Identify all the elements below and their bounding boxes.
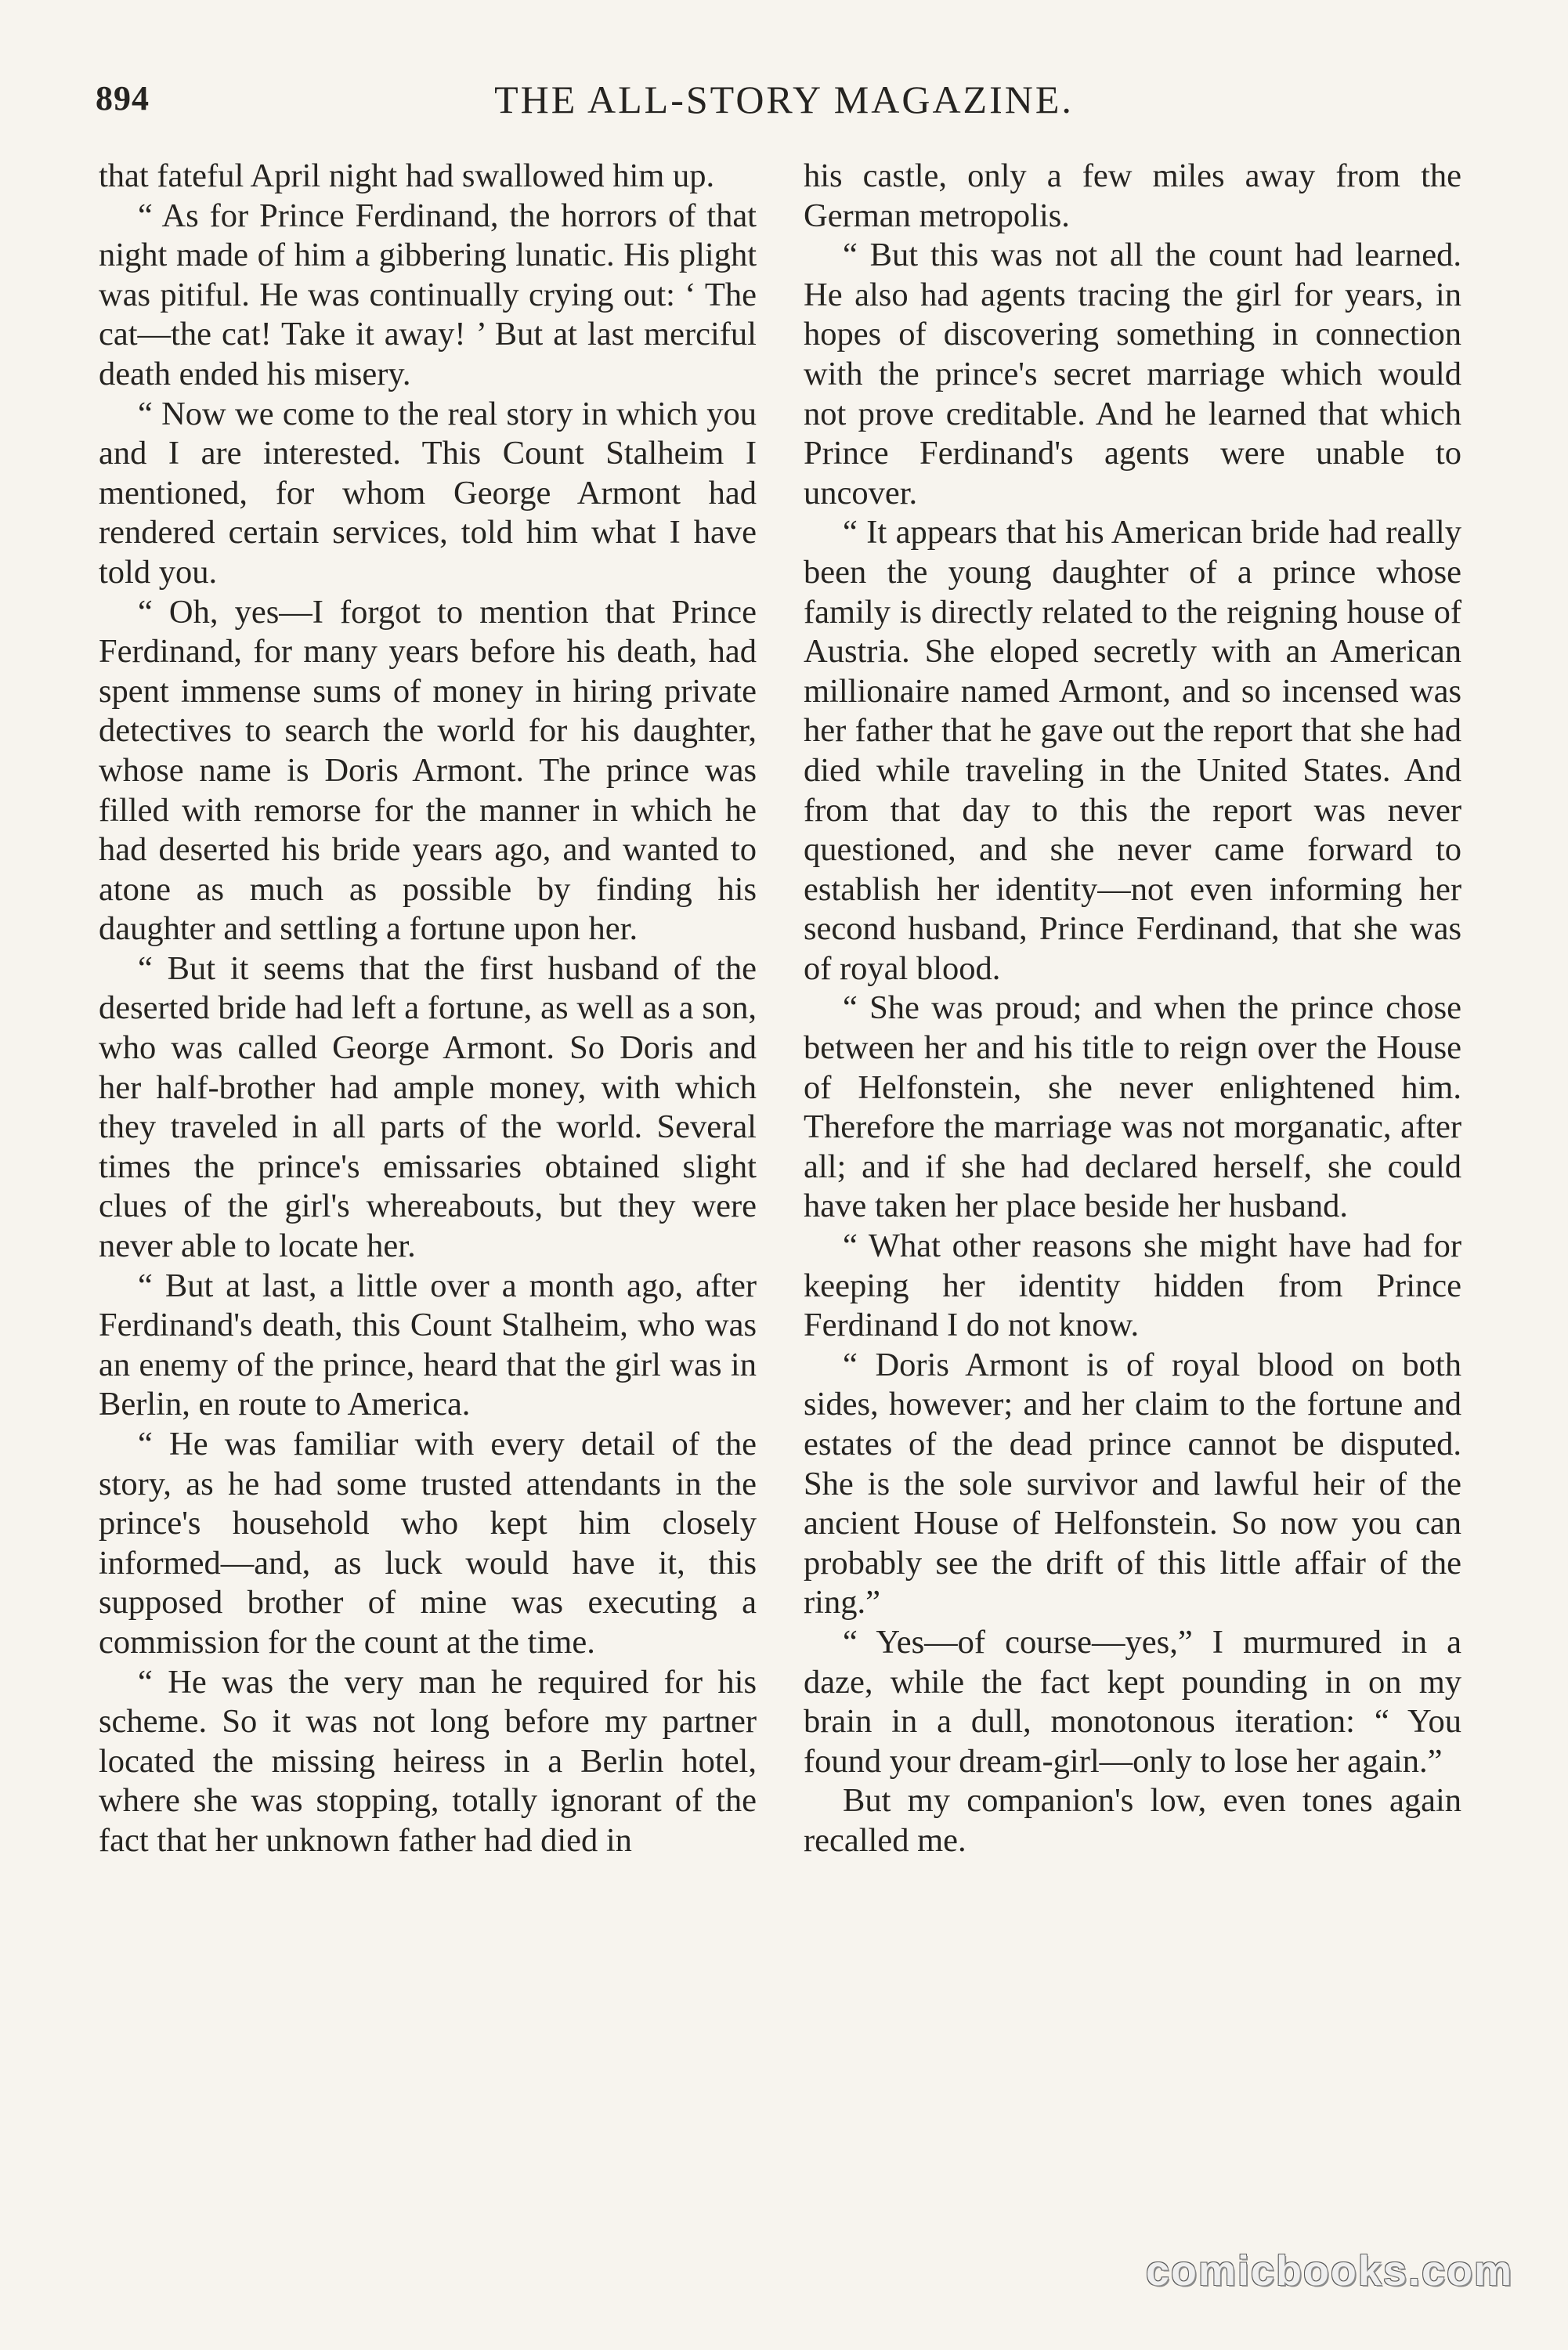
left-column xyxy=(99,157,757,1861)
paragraph: “ But at last, a little over a month ago, after Ferdinand's death, this Count Stalheim, who was an enemy of the prince, heard that the girl was in Berlin, en route to America. xyxy=(99,1267,757,1423)
paragraph: “ He was familiar with every detail of the story, as he had some trusted attendants in the prince's household who kept him closely informed—and, as luck would have it, this supposed brother of mine was executing a commission for the count at the time. xyxy=(99,1426,757,1661)
site-watermark: comicbooks.com xyxy=(1145,2247,1513,2294)
right-column xyxy=(804,157,1461,1861)
paragraph: “ He was the very man he required for his scheme. So it was not long before my partner located the missing heiress in a Berlin hotel, where she was stopping, totally ignorant of the fact that her unknown father had died in xyxy=(99,1663,757,1859)
paragraph: “ Oh, yes—I forgot to mention that Prince Ferdinand, for many years before his death, had spent immense sums of money in hiring private detectives to search the world for his daughter, whose name is Doris Armont. The prince was filled with remorse for the manner in which he had deserted his bride years ago, and wanted to atone as much as possible by finding his daughter and settling a fortune upon her. xyxy=(99,593,757,948)
page-number: 894 xyxy=(96,79,150,118)
paragraph: “ But it seems that the first husband of the deserted bride had left a fortune, as well as a son, who was called George Armont. So Doris and her half-brother had ample money, with which they traveled in all parts of the world. Several times the prince's emissaries obtained slight clues of the girl's whereabouts, but they were never able to locate her. xyxy=(99,949,757,1265)
paragraph: “ What other reasons she might have had for keeping her identity hidden from Prince Ferdinand I do not know. xyxy=(804,1227,1461,1344)
paragraph: “ Doris Armont is of royal blood on both sides, however; and her claim to the fortune and estates of the dead prince cannot be disputed. She is the sole survivor and lawful heir of the ancient House of Helfonstein. So now you can probably see the drift of this little affair of the ring.” xyxy=(804,1346,1461,1622)
page-header xyxy=(96,74,1472,128)
paragraph: “ As for Prince Ferdinand, the horrors of that night made of him a gibbering lunatic. His plight was pitiful. He was continually crying out: ‘ The cat—the cat! Take it away! ’ But at last merciful death ended his misery. xyxy=(99,197,757,392)
running-head: THE ALL-STORY MAGAZINE. xyxy=(494,78,1074,121)
paragraph: “ Now we come to the real story in which you and I are interested. This Count Stalheim I mentioned, for whom George Armont had rendered certain services, told him what I have told you. xyxy=(99,395,757,591)
paragraph: “ But this was not all the count had learned. He also had agents tracing the girl for years, in hopes of discovering something in connection with the prince's secret marriage which would not prove creditable. And he learned that which Prince Ferdinand's agents were unable to uncover. xyxy=(804,237,1461,512)
paragraph: his castle, only a few miles away from the German metropolis. xyxy=(804,157,1461,234)
paragraph: But my companion's low, even tones again recalled me. xyxy=(804,1782,1461,1859)
paragraph: “ She was proud; and when the prince chose between her and his title to reign over the House of Helfonstein, she never enlightened him. Therefore the marriage was not morganatic, after all; and if she had declared herself, she could have taken her place beside her husband. xyxy=(804,989,1461,1225)
paragraph: that fateful April night had swallowed him up. xyxy=(99,157,715,194)
paragraph: “ Yes—of course—yes,” I murmured in a daze, while the fact kept pounding in on my brain in a dull, monotonous iteration: “ You found your dream-girl—only to lose her again.” xyxy=(804,1623,1461,1780)
paragraph: “ It appears that his American bride had really been the young daughter of a prince whose family is directly related to the reigning house of Austria. She eloped secretly with an American millionaire named Armont, and so incensed was her father that he gave out the report that she had died while traveling in the United States. And from that day to this the report was never questioned, and she never came forward to establish her identity—not even informing her second husband, Prince Ferdinand, that she was of royal blood. xyxy=(804,514,1461,987)
